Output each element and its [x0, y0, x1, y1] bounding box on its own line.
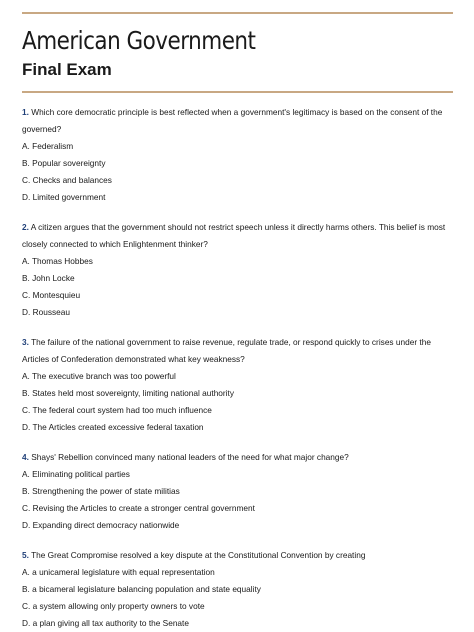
answer-choice[interactable]: B. Popular sovereignty — [22, 158, 106, 168]
answer-choice[interactable]: A. Eliminating political parties — [22, 469, 130, 479]
question-number: 5. — [22, 550, 29, 560]
answer-choice[interactable]: B. States held most sovereignty, limiting national authority — [22, 388, 234, 398]
answer-choice[interactable]: C. Revising the Articles to create a stronger central government — [22, 503, 255, 513]
question-text: The Great Compromise resolved a key dispute at the Constitutional Convention by creating — [31, 550, 366, 560]
top-divider — [22, 12, 453, 14]
answer-choice[interactable]: C. The federal court system had too much influence — [22, 405, 212, 415]
answer-choice[interactable]: B. Strengthening the power of state militias — [22, 486, 180, 496]
answer-choice[interactable]: D. Rousseau — [22, 307, 70, 317]
question-number: 4. — [22, 452, 29, 462]
answer-choice[interactable]: D. Expanding direct democracy nationwide — [22, 520, 180, 530]
question-number: 2. — [22, 222, 29, 232]
answer-choice[interactable]: B. John Locke — [22, 273, 75, 283]
question-prompt — [22, 547, 454, 564]
question-number: 1. — [22, 107, 29, 117]
answer-choice[interactable]: C. Montesquieu — [22, 290, 81, 300]
question-1 — [22, 104, 454, 206]
answer-choice[interactable]: D. Limited government — [22, 192, 106, 202]
answer-choice[interactable]: D. The Articles created excessive federal taxation — [22, 422, 204, 432]
question-prompt — [22, 104, 454, 138]
question-prompt — [22, 449, 454, 466]
question-text: A citizen argues that the government should not restrict speech unless it directly harms others. This belief is most closely connected to which Enlightenment thinker? — [22, 222, 446, 249]
answer-choice[interactable]: C. a system allowing only property owners to vote — [22, 601, 205, 611]
question-list — [22, 104, 454, 632]
answer-choice[interactable]: A. Federalism — [22, 141, 74, 151]
answer-choice[interactable]: A. a unicameral legislature with equal representation — [22, 567, 215, 577]
question-prompt — [22, 334, 454, 368]
answer-choice[interactable]: B. a bicameral legislature balancing population and state equality — [22, 584, 261, 594]
page-subtitle: Final Exam — [22, 60, 112, 79]
answer-choice[interactable]: D. a plan giving all tax authority to the Senate — [22, 618, 189, 628]
header-divider — [22, 91, 453, 93]
question-5 — [22, 547, 454, 632]
answer-choice[interactable]: A. Thomas Hobbes — [22, 256, 93, 266]
question-2 — [22, 219, 454, 321]
answer-choice[interactable]: C. Checks and balances — [22, 175, 112, 185]
question-text: The failure of the national government to raise revenue, regulate trade, or respond quickly to crises under the Articles of Confederation demonstrated what key weakness? — [22, 337, 431, 364]
question-prompt — [22, 219, 454, 253]
question-number: 3. — [22, 337, 29, 347]
question-text: Which core democratic principle is best reflected when a government's legitimacy is based on the consent of the governed? — [22, 107, 443, 134]
question-4 — [22, 449, 454, 534]
page-title: American Government — [22, 26, 256, 55]
answer-choice[interactable]: A. The executive branch was too powerful — [22, 371, 176, 381]
question-text: Shays' Rebellion convinced many national leaders of the need for what major change? — [31, 452, 349, 462]
question-3 — [22, 334, 454, 436]
